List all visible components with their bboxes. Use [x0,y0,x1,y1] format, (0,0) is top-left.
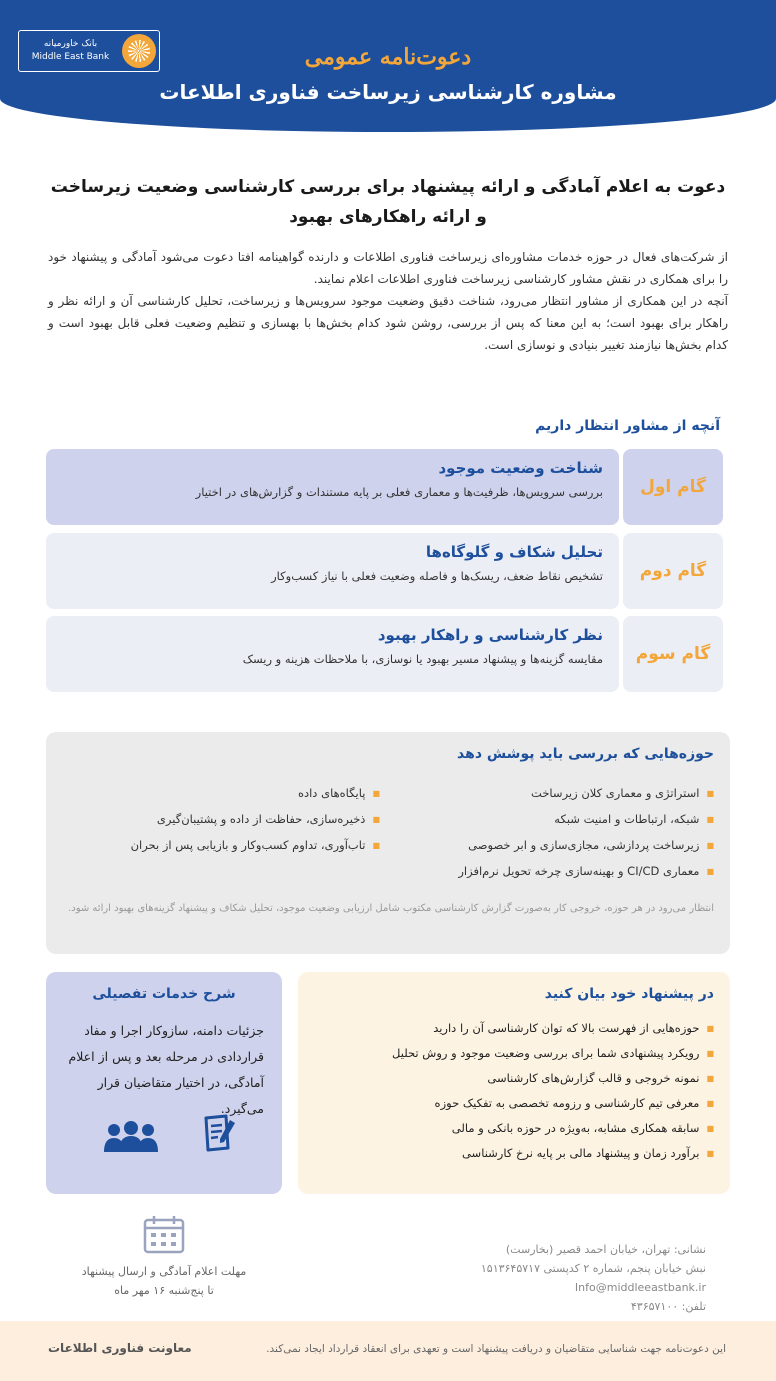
intro-paragraph-1: از شرکت‌های فعال در حوزه خدمات مشاوره‌ای زیرساخت فناوری اطلاعات و دارنده گواهینامه افتا دعوت می‌شود آمادگی و پیشنهاد خود را برای همکاری در نقش مشاور کارشناسی زیرساخت فناوری اطلاعات اعلام نمایند. [48,250,728,286]
list-item: ■ معماری CI/CD و بهینه‌سازی چرخه تحویل نرم‌افزار [458,858,714,884]
footer-department: معاونت فناوری اطلاعات [48,1341,192,1355]
step-content [46,616,619,692]
list-item: ■ حوزه‌هایی از فهرست بالا که توان کارشناسی آن را دارید [392,1016,714,1041]
phone-number: تلفن: ۴۳۶۵۷۱۰۰ [630,1300,706,1313]
deadline-block [62,1214,266,1300]
deadline-text [62,1262,266,1300]
logo-text-en: Middle East Bank [31,52,110,62]
services-body: جزئیات دامنه، سازوکار اجرا و مفاد قراردادی در مرحله بعد و پس از اعلام آمادگی، در اختیار متقاضیان قرار می‌گیرد. [68,1023,264,1116]
steps-section-title: آنچه از مشاور انتظار داریم [535,418,720,434]
step-card [46,449,723,525]
step-badge: گام دوم [623,533,723,609]
list-item: ■ شبکه، ارتباطات و امنیت شبکه [458,806,714,832]
document-pen-icon [202,1112,238,1156]
address-line-2: نبش خیابان پنجم، شماره ۲ کدپستی ۱۵۱۳۶۴۵۷۱۷ [480,1262,706,1275]
services-title: شرح خدمات تفصیلی [92,986,236,1002]
step-description: بررسی سرویس‌ها، ظرفیت‌ها و معماری فعلی بر پایه مستندات و گزارش‌های در اختیار [195,485,603,499]
footer-bar [0,1321,776,1381]
coverage-list-left [131,780,380,858]
intro-paragraph-2: آنچه در این همکاری از مشاور انتظار می‌رود، شناخت دقیق وضعیت موجود سرویس‌ها و زیرساخت، تحلیل کارشناسی آن و ارائه نظر و راهکار برای بهبود است؛ به این معنا که پس از بررسی، روشن شود کدام بخش‌ها با بهسازی و تنظیم وضعیت فعلی قابل بهبود است و کدام بخش‌ها نیازمند تغییر بنیادی و نوسازی است. [48,294,728,352]
list-item: ■ رویکرد پیشنهادی شما برای بررسی وضعیت موجود و روش تحلیل [392,1041,714,1066]
step-card [46,533,723,609]
intro-body [48,246,728,356]
calendar-icon [142,1239,186,1258]
coverage-list-right [458,780,714,884]
list-item: ■ نمونه خروجی و قالب گزارش‌های کارشناسی [392,1066,714,1091]
list-item: ■ استراتژی و معماری کلان زیرساخت [458,780,714,806]
email-link[interactable]: Info@middleeastbank.ir [574,1281,706,1294]
intro-heading-line2: و ارائه راهکارهای بهبود [289,207,487,227]
proposal-list [392,1016,714,1166]
step-description: تشخیص نقاط ضعف، ریسک‌ها و فاصله وضعیت فعلی با نیاز کسب‌وکار [271,569,603,583]
step-badge: گام اول [623,449,723,525]
logo-text-fa: بانک خاورمیانه [43,39,98,49]
list-item: ■ پایگاه‌های داده [131,780,380,806]
intro-heading [40,172,736,232]
header-banner [0,0,776,132]
page-subtitle: مشاوره کارشناسی زیرساخت فناوری اطلاعات [159,80,617,104]
deadline-line-2: تا پنج‌شنبه ۱۶ مهر ماه [114,1284,214,1297]
coverage-section [46,732,730,954]
step-description: مقایسه گزینه‌ها و پیشنهاد مسیر بهبود یا نوسازی، با ملاحظات هزینه و ریسک [242,652,603,666]
list-item: ■ معرفی تیم کارشناسی و رزومه تخصصی به تفکیک حوزه [392,1091,714,1116]
page-title: دعوت‌نامه عمومی [304,44,472,70]
people-group-icon [102,1120,160,1156]
address-line-1: نشانی: تهران، خیابان احمد قصیر (بخارست) [505,1243,706,1256]
list-item: ■ ذخیره‌سازی، حفاظت از داده و پشتیبان‌گیری [131,806,380,832]
list-item: ■ زیرساخت پردازشی، مجازی‌سازی و ابر خصوصی [458,832,714,858]
proposal-title: در پیشنهاد خود بیان کنید [544,986,714,1002]
services-card [46,972,282,1194]
coverage-title: حوزه‌هایی که بررسی باید پوشش دهد [457,746,714,762]
intro-heading-line1: دعوت به اعلام آمادگی و ارائه پیشنهاد برای بررسی کارشناسی وضعیت زیرساخت [50,177,726,197]
step-title: نظر کارشناسی و راهکار بهبود [377,626,603,644]
proposal-card [298,972,730,1194]
list-item: ■ تاب‌آوری، تداوم کسب‌وکار و بازیابی پس از بحران [131,832,380,858]
step-badge: گام سوم [623,616,723,692]
step-content [46,449,619,525]
footer-disclaimer: این دعوت‌نامه جهت شناسایی متقاضیان و دریافت پیشنهاد است و تعهدی برای انعقاد قرارداد ایجاد نمی‌کند. [266,1343,726,1355]
list-item: ■ سابقه همکاری مشابه، به‌ویژه در حوزه بانکی و مالی [392,1116,714,1141]
deadline-line-1: مهلت اعلام آمادگی و ارسال پیشنهاد [81,1265,247,1278]
coverage-note: انتظار می‌رود در هر حوزه، خروجی کار به‌صورت گزارش کارشناسی مکتوب شامل ارزیابی وضعیت موجود، تحلیل شکاف و پیشنهاد گزینه‌های بهبود ارائه شود. [68,903,714,914]
step-title: شناخت وضعیت موجود [438,459,603,477]
services-icons [102,1112,238,1156]
step-card [46,616,723,692]
list-item: ■ برآورد زمان و پیشنهاد مالی بر پایه نرخ کارشناسی [392,1141,714,1166]
contact-info [481,1240,706,1316]
step-title: تحلیل شکاف و گلوگاه‌ها [425,543,603,561]
step-content [46,533,619,609]
